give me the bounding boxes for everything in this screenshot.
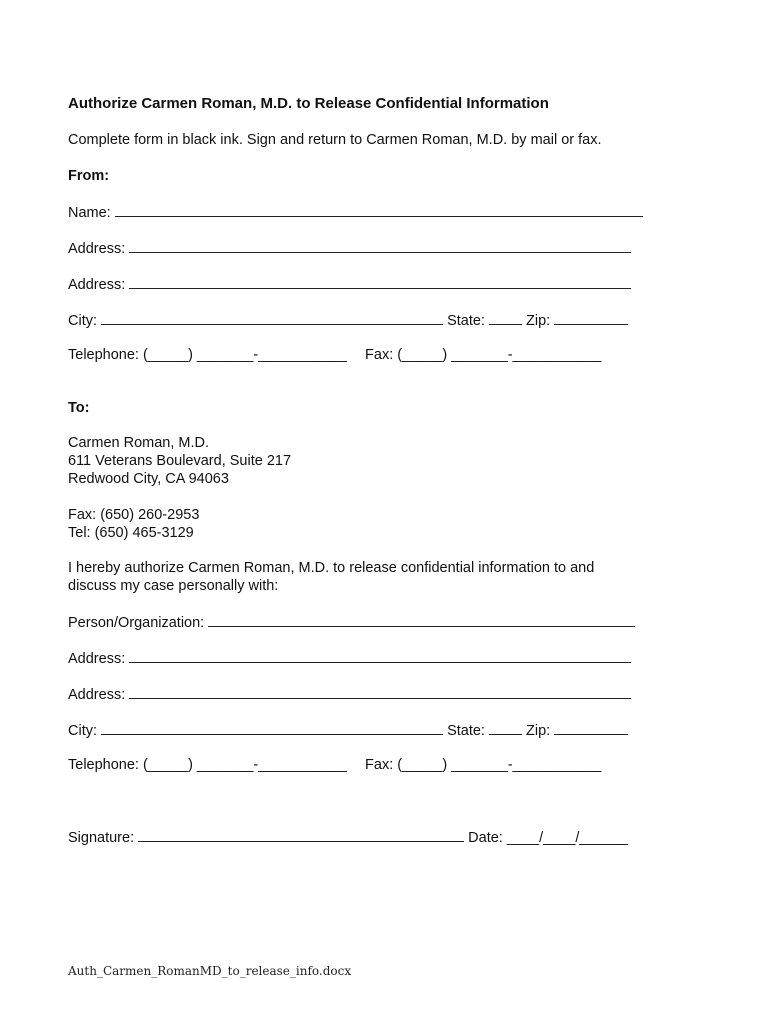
- from-state-field[interactable]: [489, 310, 522, 325]
- from-fax-field[interactable]: Fax: (_____) _______-___________: [365, 347, 602, 363]
- from-state-label: State:: [447, 313, 485, 329]
- authorization-line1: I hereby authorize Carmen Roman, M.D. to release confidential information to and: [68, 560, 595, 576]
- recipient-address2-label: Address:: [68, 687, 126, 703]
- recipient-telephone-field[interactable]: Telephone: (_____) _______-___________: [68, 757, 347, 773]
- from-address1-label: Address:: [68, 241, 126, 257]
- signature-row: [68, 827, 628, 847]
- signature-field[interactable]: [138, 827, 464, 842]
- from-phone-row: [68, 346, 601, 364]
- recipient-person-label: Person/Organization:: [68, 615, 205, 631]
- recipient-city-field[interactable]: [101, 720, 443, 735]
- to-recipient-name: Carmen Roman, M.D.: [68, 435, 210, 451]
- from-city-label: City:: [68, 313, 97, 329]
- from-address2-label: Address:: [68, 277, 126, 293]
- recipient-address2-row: [68, 684, 631, 704]
- from-telephone-field[interactable]: Telephone: (_____) _______-___________: [68, 347, 347, 363]
- from-city-field[interactable]: [101, 310, 443, 325]
- recipient-phone-row: [68, 756, 601, 774]
- to-street: 611 Veterans Boulevard, Suite 217: [68, 453, 292, 469]
- from-heading: From:: [68, 168, 110, 184]
- recipient-city-row: [68, 720, 628, 740]
- from-name-row: [68, 202, 643, 222]
- to-city-state-zip: Redwood City, CA 94063: [68, 471, 229, 487]
- to-heading: To:: [68, 400, 90, 416]
- recipient-state-label: State:: [447, 723, 485, 739]
- recipient-fax-field[interactable]: Fax: (_____) _______-___________: [365, 757, 602, 773]
- recipient-person-row: [68, 612, 635, 632]
- authorization-line2: discuss my case personally with:: [68, 578, 279, 594]
- recipient-zip-field[interactable]: [554, 720, 628, 735]
- from-address2-row: [68, 274, 631, 294]
- footer-filename: Auth_Carmen_RomanMD_to_release_info.docx: [68, 964, 352, 978]
- form-title: Authorize Carmen Roman, M.D. to Release Confidential Information: [68, 95, 549, 112]
- recipient-address2-field[interactable]: [129, 684, 631, 699]
- recipient-person-field[interactable]: [208, 612, 635, 627]
- from-zip-field[interactable]: [554, 310, 628, 325]
- to-fax: Fax: (650) 260-2953: [68, 507, 200, 523]
- from-zip-label: Zip:: [526, 313, 551, 329]
- instructions-text: Complete form in black ink. Sign and return to Carmen Roman, M.D. by mail or fax.: [68, 132, 602, 148]
- to-tel: Tel: (650) 465-3129: [68, 525, 194, 541]
- from-address2-field[interactable]: [129, 274, 631, 289]
- from-address1-row: [68, 238, 631, 258]
- from-name-label: Name:: [68, 205, 111, 221]
- date-field[interactable]: Date: ____/____/______: [468, 830, 628, 846]
- from-name-field[interactable]: [115, 202, 643, 217]
- from-city-row: [68, 310, 628, 330]
- signature-label: Signature:: [68, 830, 135, 846]
- from-address1-field[interactable]: [129, 238, 631, 253]
- recipient-address1-field[interactable]: [129, 648, 631, 663]
- recipient-state-field[interactable]: [489, 720, 522, 735]
- recipient-address1-label: Address:: [68, 651, 126, 667]
- recipient-address1-row: [68, 648, 631, 668]
- recipient-zip-label: Zip:: [526, 723, 551, 739]
- recipient-city-label: City:: [68, 723, 97, 739]
